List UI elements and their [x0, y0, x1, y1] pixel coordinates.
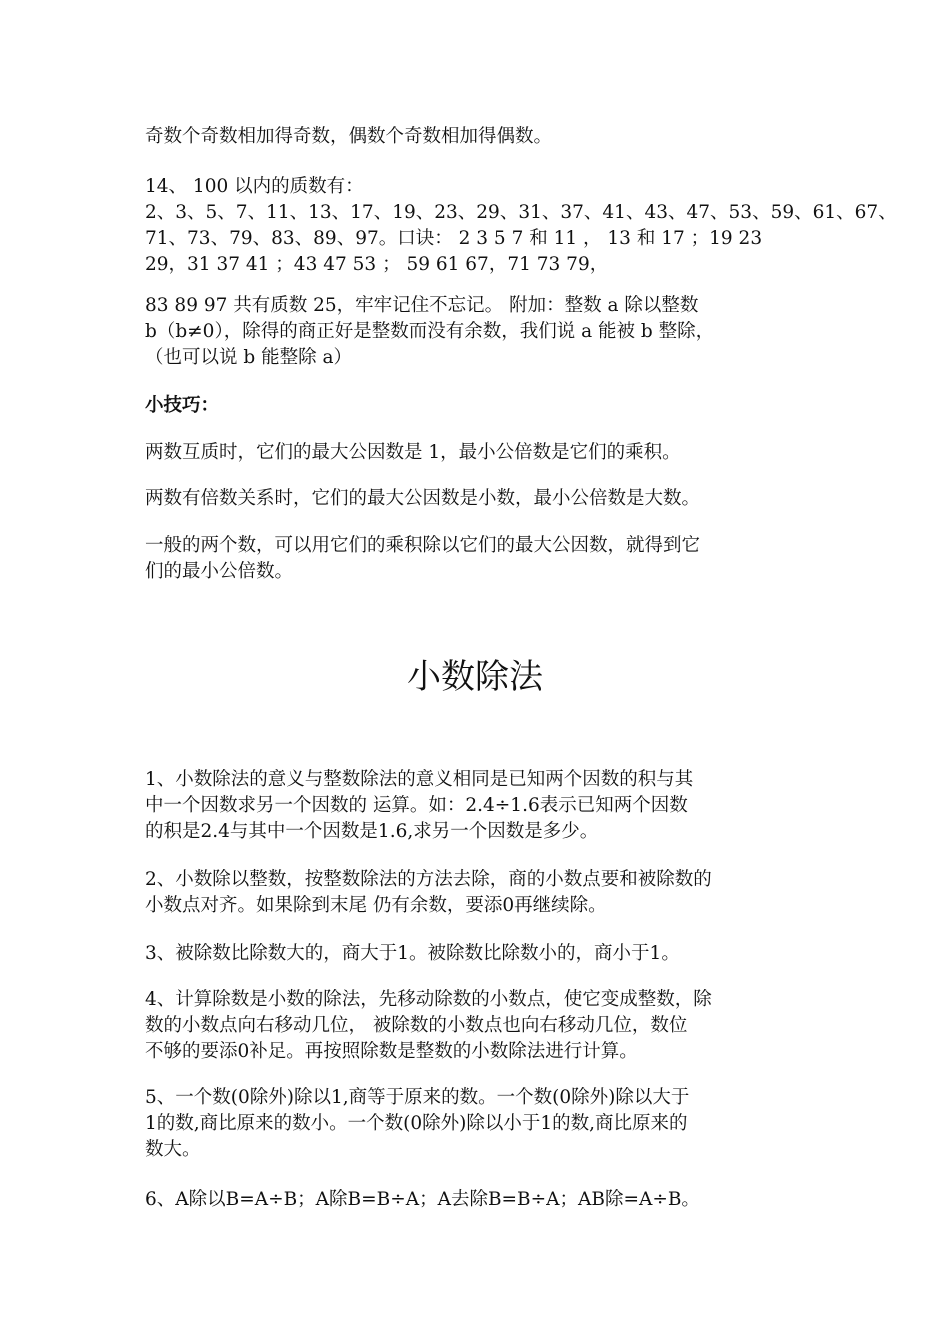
item-5-line-2: 1的数,商比原来的数小。一个数(0除外)除以小于1的数,商比原来的 [145, 1113, 688, 1134]
item-3-text: 3、被除数比除数大的，商大于1。被除数比除数小的，商小于1。 [145, 943, 680, 964]
tip-2 [145, 486, 817, 512]
item-4-line-2: 数的小数点向右移动几位， 被除数的小数点也向右移动几位，数位 [145, 1015, 688, 1036]
decimal-item-1 [145, 767, 817, 845]
primes-cont-line-2: b（b≠0），除得的商正好是整数而没有余数，我们说 a 能被 b 整除， [145, 321, 715, 342]
tip-3 [145, 533, 817, 585]
primes-cont-line-3: （也可以说 b 能整除 a） [145, 347, 353, 368]
primes-line-2: 71、73、79、83、89、97。口诀： 2 3 5 7 和 11 ， 13 和 17 ；19 23 [145, 228, 763, 249]
item-1-line-2: 中一个因数求另一个因数的 运算。如：2.4÷1.6表示已知两个因数 [145, 795, 688, 816]
decimal-item-5 [145, 1085, 817, 1163]
odd-even-rule [145, 124, 817, 150]
item-1-line-1: 1、小数除法的意义与整数除法的意义相同是已知两个因数的积与其 [145, 769, 694, 790]
primes-paragraph [145, 174, 897, 278]
decimal-item-4 [145, 987, 817, 1065]
item-4-line-3: 不够的要添0补足。再按照除数是整数的小数除法进行计算。 [145, 1041, 638, 1062]
primes-heading: 14、 100 以内的质数有： [145, 176, 364, 197]
item-1-line-3: 的积是2.4与其中一个因数是1.6,求另一个因数是多少。 [145, 821, 599, 842]
item-5-line-3: 数大。 [145, 1139, 201, 1160]
tip-2-text: 两数有倍数关系时，它们的最大公因数是小数，最小公倍数是大数。 [145, 488, 701, 509]
decimal-item-6 [145, 1187, 817, 1213]
item-2-line-1: 2、小数除以整数，按整数除法的方法去除，商的小数点要和被除数的 [145, 869, 712, 890]
primes-continuation-paragraph [145, 293, 817, 371]
tip-3-line-2: 们的最小公倍数。 [145, 561, 294, 582]
primes-line-1: 2、3、5、7、11、13、17、19、23、29、31、37、41、43、47、53、59、61、67、 [145, 202, 897, 223]
item-4-line-1: 4、计算除数是小数的除法，先移动除数的小数点，使它变成整数，除 [145, 989, 712, 1010]
decimal-item-3 [145, 941, 817, 967]
primes-cont-line-1: 83 89 97 共有质数 25，牢牢记住不忘记。 附加：整数 a 除以整数 [145, 295, 699, 316]
tip-1-text: 两数互质时，它们的最大公因数是 1，最小公倍数是它们的乘积。 [145, 442, 681, 463]
odd-even-rule-text: 奇数个奇数相加得奇数，偶数个奇数相加得偶数。 [145, 126, 553, 147]
item-6-text: 6、A除以B=A÷B；A除B=B÷A；A去除B=B÷A；AB除=A÷B。 [145, 1189, 700, 1210]
tips-heading-text: 小技巧： [145, 395, 220, 416]
item-5-line-1: 5、一个数(0除外)除以1,商等于原来的数。一个数(0除外)除以大于 [145, 1087, 690, 1108]
decimal-item-2 [145, 867, 817, 919]
primes-line-3: 29，31 37 41 ；43 47 53 ； 59 61 67，71 73 79， [145, 254, 609, 275]
item-2-line-2: 小数点对齐。如果除到末尾 仍有余数，要添0再继续除。 [145, 895, 607, 916]
section-title: 小数除法 [407, 657, 543, 697]
tip-1 [145, 440, 817, 466]
tip-3-line-1: 一般的两个数，可以用它们的乘积除以它们的最大公因数，就得到它 [145, 535, 701, 556]
tips-heading [145, 393, 817, 419]
